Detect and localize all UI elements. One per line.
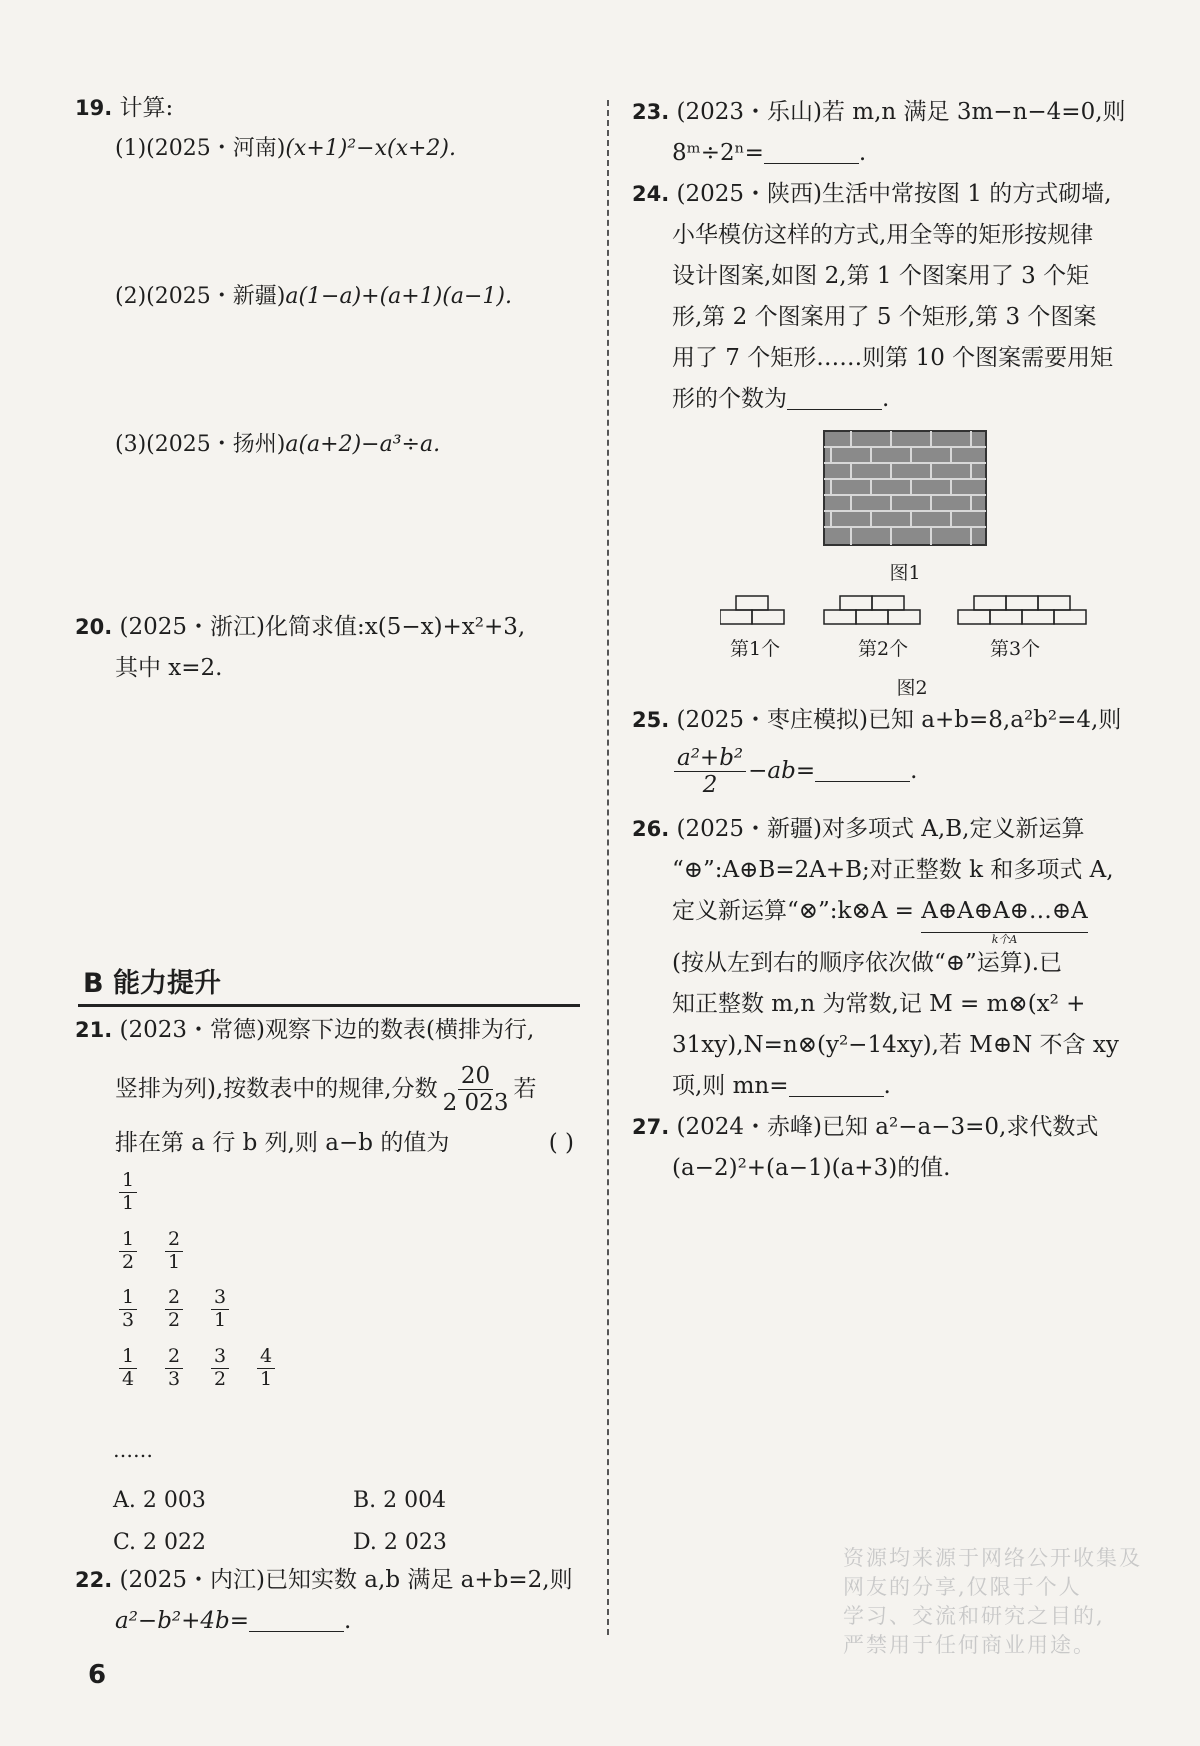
- source-tag: (3)(2025・扬州): [115, 432, 286, 457]
- question-text: [632, 891, 1147, 946]
- source-tag: (2)(2025・新疆): [115, 284, 286, 309]
- q19-part3: [75, 425, 580, 465]
- question-text: 计算:: [119, 95, 174, 121]
- question-text: [632, 745, 1147, 799]
- question-27: [632, 1107, 1147, 1148]
- question-text: (按从左到右的顺序依次做“⊕”运算).已: [672, 949, 1063, 976]
- question-text: 31xy),N=n⊗(y²−14xy),若 M⊕N 不含 xy: [672, 1031, 1119, 1058]
- figure-caption: 图2: [896, 677, 928, 699]
- text: .: [883, 1072, 891, 1099]
- question-text: (2025・浙江)化简求值:x(5−x)+x²+3,: [119, 614, 526, 640]
- watermark: [843, 1544, 1200, 1660]
- denominator: 3: [121, 1309, 135, 1332]
- question-number: 21.: [75, 1018, 113, 1042]
- table-fraction: [255, 1346, 277, 1391]
- denominator: 2: [167, 1309, 181, 1332]
- numerator: 20: [458, 1063, 493, 1090]
- q19-part2: [75, 277, 580, 317]
- numerator: 3: [211, 1346, 229, 1369]
- figure-2: [720, 594, 1100, 700]
- text: 形的个数为: [672, 386, 787, 412]
- page-number: 6: [88, 1660, 107, 1690]
- denominator: 1: [167, 1250, 181, 1273]
- numerator: a²+b²: [674, 745, 746, 772]
- pattern-label-1: 第1个: [730, 638, 781, 660]
- denominator: 2: [702, 772, 718, 799]
- question-number: 22.: [75, 1568, 113, 1592]
- watermark-line: 网友的分享,仅限于个人: [843, 1575, 1082, 1599]
- question-text: [75, 1601, 580, 1642]
- question-23: [632, 92, 1147, 133]
- question-text: (2025・新疆)对多项式 A,B,定义新运算: [676, 815, 1085, 842]
- table-row: [115, 1287, 279, 1332]
- expression: a(a+2)−a³÷a.: [285, 432, 441, 457]
- question-26: [632, 809, 1147, 850]
- table-fraction: [163, 1229, 185, 1274]
- expression: A⊕A⊕A⊕…⊕A: [921, 897, 1088, 924]
- question-number: 25.: [632, 708, 670, 732]
- denominator: 1: [121, 1191, 135, 1214]
- answer-blank[interactable]: [249, 1607, 344, 1632]
- figure-1: [823, 430, 987, 585]
- table-row: [115, 1229, 279, 1274]
- table-fraction: [117, 1346, 139, 1391]
- right-column: [632, 92, 1147, 420]
- fraction-table: [115, 1170, 279, 1405]
- choice-a[interactable]: A. 2 003: [113, 1488, 206, 1513]
- question-text: 知正整数 m,n 为常数,记 M = m⊗(x² +: [672, 990, 1086, 1017]
- underbrace: [921, 891, 1088, 946]
- question-number: 27.: [632, 1114, 670, 1139]
- denominator: 2: [121, 1250, 135, 1273]
- choice-c[interactable]: C. 2 022: [113, 1530, 207, 1555]
- expression: −ab=: [748, 757, 816, 784]
- numerator: 2: [165, 1287, 183, 1310]
- question-text: [632, 379, 1147, 420]
- question-19: [75, 88, 580, 129]
- answer-blank[interactable]: [815, 757, 910, 782]
- question-text: 小华模仿这样的方式,用全等的矩形按规律: [672, 222, 1094, 248]
- question-text: (2023・常德)观察下边的数表(横排为行,: [119, 1017, 535, 1043]
- table-fraction: [209, 1287, 231, 1332]
- question-number: 23.: [632, 100, 670, 124]
- watermark-line: 资源均来源于网络公开收集及: [843, 1546, 1142, 1570]
- text: 若: [513, 1075, 537, 1102]
- question-text: 形,第 2 个图案用了 5 个矩形,第 3 个图案: [672, 304, 1097, 330]
- table-fraction: [117, 1170, 139, 1215]
- question-text: 其中 x=2.: [115, 655, 223, 681]
- question-text: (2023・乐山)若 m,n 满足 3m−n−4=0,则: [676, 99, 1126, 125]
- table-fraction: [209, 1346, 231, 1391]
- question-number: 26.: [632, 816, 670, 841]
- ellipsis: ……: [113, 1438, 153, 1462]
- text: .: [344, 1608, 352, 1634]
- question-text: 用了 7 个矩形……则第 10 个图案需要用矩: [672, 345, 1114, 371]
- choice-d[interactable]: D. 2 023: [353, 1530, 447, 1555]
- question-text: [75, 1123, 580, 1164]
- table-fraction: [163, 1287, 185, 1332]
- table-fraction: [117, 1287, 139, 1332]
- question-20: [75, 607, 580, 648]
- denominator: 2: [213, 1367, 227, 1390]
- table-fraction: [163, 1346, 185, 1391]
- fraction: [440, 1063, 512, 1117]
- question-text: 设计图案,如图 2,第 1 个图案用了 3 个矩: [672, 263, 1090, 289]
- denominator: 2 023: [442, 1090, 509, 1117]
- choice-b[interactable]: B. 2 004: [353, 1488, 447, 1513]
- numerator: 3: [211, 1287, 229, 1310]
- question-text: (a−2)²+(a−1)(a+3)的值.: [672, 1154, 951, 1181]
- watermark-line: 学习、交流和研究之目的,: [843, 1604, 1105, 1628]
- numerator: 1: [119, 1170, 137, 1193]
- right-column-lower: [632, 700, 1147, 1189]
- brick-patterns-icon: [720, 594, 1100, 628]
- table-row: [115, 1346, 279, 1391]
- q19-part1: [75, 129, 580, 169]
- table-row: [115, 1170, 279, 1215]
- question-text: (2025・内江)已知实数 a,b 满足 a+b=2,则: [119, 1567, 573, 1593]
- expression: (x+1)²−x(x+2).: [285, 136, 456, 161]
- denominator: 3: [167, 1367, 181, 1390]
- answer-blank[interactable]: [787, 385, 882, 410]
- expression: a²−b²+4b=: [115, 1608, 250, 1634]
- question-text: (2024・赤峰)已知 a²−a−3=0,求代数式: [676, 1113, 1099, 1140]
- question-22: [75, 1560, 580, 1642]
- numerator: 1: [119, 1346, 137, 1369]
- question-25: [632, 700, 1147, 741]
- source-tag: (1)(2025・河南): [115, 136, 286, 161]
- section-title: B 能力提升: [83, 968, 221, 999]
- question-text: [75, 1063, 580, 1117]
- numerator: 4: [257, 1346, 275, 1369]
- expression: 8ᵐ÷2ⁿ=: [672, 140, 764, 166]
- left-column: [75, 88, 580, 689]
- answer-blank[interactable]: [789, 1072, 884, 1097]
- pattern-label-2: 第2个: [858, 638, 909, 660]
- question-21: [75, 1010, 580, 1051]
- question-text: “⊕”:A⊕B=2A+B;对正整数 k 和多项式 A,: [672, 856, 1114, 883]
- question-text: [632, 133, 1147, 174]
- answer-blank[interactable]: [764, 139, 859, 164]
- table-fraction: [117, 1229, 139, 1274]
- left-column-lower: [75, 1010, 580, 1164]
- denominator: 4: [121, 1367, 135, 1390]
- text: .: [882, 386, 890, 412]
- numerator: 2: [165, 1229, 183, 1252]
- question-24: [632, 174, 1147, 215]
- expression: a(1−a)+(a+1)(a−1).: [285, 284, 513, 309]
- question-number: 24.: [632, 182, 670, 206]
- denominator: 1: [213, 1309, 227, 1332]
- watermark-line: 严禁用于任何商业用途。: [843, 1633, 1096, 1657]
- question-text: [632, 1066, 1147, 1107]
- denominator: 1: [259, 1367, 273, 1390]
- pattern-label-3: 第3个: [990, 638, 1041, 660]
- figure-caption: 图1: [889, 562, 921, 584]
- text: 竖排为列),按数表中的规律,分数: [115, 1075, 438, 1102]
- question-text: (2025・陕西)生活中常按图 1 的方式砌墙,: [676, 181, 1112, 207]
- choices: [113, 1480, 593, 1564]
- question-text: (2025・枣庄模拟)已知 a+b=8,a²b²=4,则: [676, 707, 1122, 733]
- answer-paren: ( ): [548, 1129, 574, 1156]
- brick-wall-icon: [823, 430, 987, 546]
- numerator: 1: [119, 1287, 137, 1310]
- question-number: 19.: [75, 96, 113, 120]
- fraction: [674, 745, 746, 799]
- text: .: [858, 140, 867, 166]
- question-number: 20.: [75, 615, 113, 639]
- text: .: [910, 757, 918, 784]
- text: 定义新运算“⊗”:k⊗A =: [672, 897, 914, 924]
- text: 排在第 a 行 b 列,则 a−b 的值为: [115, 1129, 450, 1156]
- brace-label: k个A: [991, 932, 1018, 946]
- numerator: 2: [165, 1346, 183, 1369]
- text: 项,则 mn=: [672, 1072, 789, 1099]
- column-divider: [607, 100, 609, 1635]
- numerator: 1: [119, 1229, 137, 1252]
- section-heading: [78, 960, 580, 1007]
